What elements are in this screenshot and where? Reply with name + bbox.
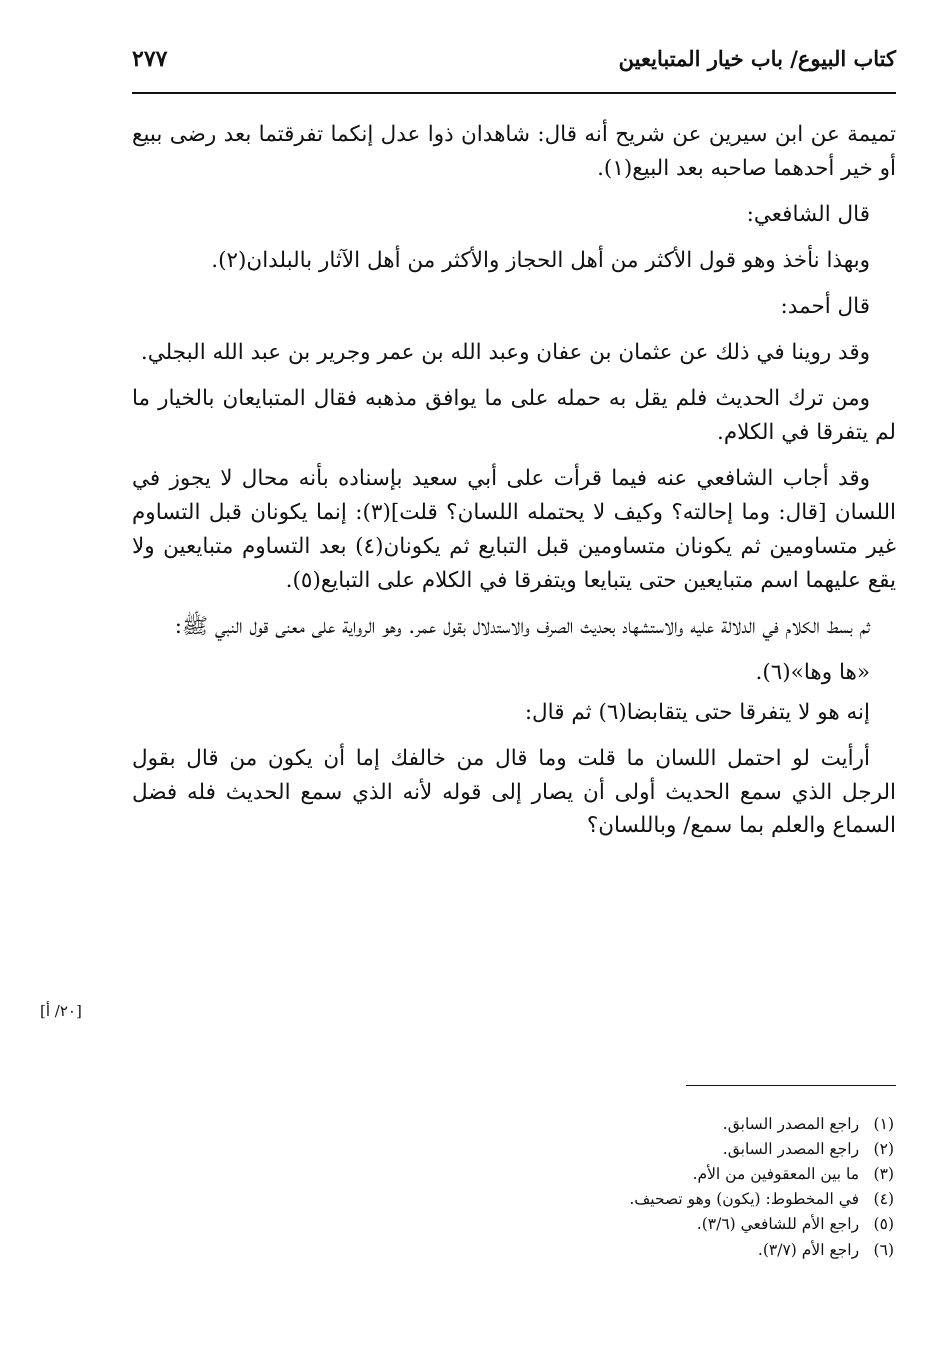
footnote-text: راجع الأم (٣/٧). — [757, 1240, 860, 1259]
paragraph: وقد روينا في ذلك عن عثمان بن عفان وعبد الله بن عمر وجرير بن عبد الله البجلي. — [140, 339, 870, 365]
footnote-number: (٦) — [873, 1240, 894, 1259]
footnote-number: (١) — [873, 1115, 894, 1133]
main-text — [132, 118, 896, 855]
page-number: ٢٧٧ — [132, 46, 168, 72]
paragraph: إنه هو لا يتفرقا حتى يتقابضا(٦) ثم قال: — [524, 699, 870, 725]
footnote-number: (٣) — [873, 1165, 894, 1184]
footnote — [374, 1212, 894, 1237]
footnote — [374, 1137, 894, 1162]
paragraph: قال الشافعي: — [746, 201, 870, 227]
footnote — [374, 1187, 894, 1212]
paragraph: وبهذا نأخذ وهو قول الأكثر من أهل الحجاز والأكثر من أهل الآثار بالبلدان(٢). — [211, 247, 870, 273]
paragraph: ثم بسط الكلام في الدلالة عليه والاستشهاد بحديث الصرف والاستدلال بقول عمر. وهو الرواية على معنى قول النبي ﷺ: — [174, 613, 870, 639]
paragraph: وقد أجاب الشافعي عنه فيما قرأت على أبي سعيد بإسناده بأنه محال لا يجوز في اللسان [قال: وما إحالته؟ وكيف لا يحتمله اللسان؟ قلت](٣): إنما يكونان قبل التساوم غير متساومين ثم يكونان متساومين قبل التبايع ثم يكونان(٤) بعد التساوم متبايعين ولا يقع عليهما اسم متبايعين حتى يتبايعا ويتفرقا في الكلام على التبايع(٥). — [132, 465, 897, 593]
footnote-text: راجع الأم للشافعي (٣/٦). — [696, 1215, 860, 1234]
page-header — [132, 40, 896, 94]
marginal-folio-note: [٢٠/ أ] — [40, 1002, 82, 1020]
footnote-text: في المخطوط: (يكون) وهو تصحيف. — [629, 1190, 860, 1209]
paragraph: تميمة عن ابن سيرين عن شريح أنه قال: شاهدان ذوا عدل إنكما تفرقتما بعد رضى ببيع أو خير أحدهما صاحبه بعد البيع(١). — [132, 122, 896, 181]
footnote-text: ما بين المعقوفين من الأم. — [692, 1165, 860, 1184]
footnote-divider — [686, 1085, 896, 1086]
paragraph: قال أحمد: — [780, 293, 870, 319]
footnote-number: (٥) — [873, 1215, 894, 1234]
paragraph: «ها وها»(٦). — [755, 659, 870, 685]
footnote — [374, 1112, 894, 1137]
paragraph: أرأيت لو احتمل اللسان ما قلت وما قال من خالفك إما أن يكون من قال بقول الرجل الذي سمع الحديث أولى أن يصار إلى قوله لأنه الذي سمع الحديث فله فضل السماع والعلم بما سمع/ وباللسان؟ — [132, 745, 896, 839]
footnote-number: (٢) — [873, 1140, 894, 1159]
running-title: كتاب البيوع/ باب خيار المتبايعين — [618, 46, 896, 71]
footnote-text: راجع المصدر السابق. — [722, 1140, 860, 1159]
footnote-number: (٤) — [873, 1190, 894, 1209]
footnote-text: راجع المصدر السابق. — [722, 1115, 860, 1133]
footnote — [374, 1238, 894, 1263]
paragraph: ومن ترك الحديث فلم يقل به حمله على ما يوافق مذهبه فقال المتبايعان بالخيار ما لم يتفرقا في الكلام. — [132, 385, 896, 445]
footnotes — [374, 1112, 894, 1263]
footnote — [374, 1162, 894, 1187]
